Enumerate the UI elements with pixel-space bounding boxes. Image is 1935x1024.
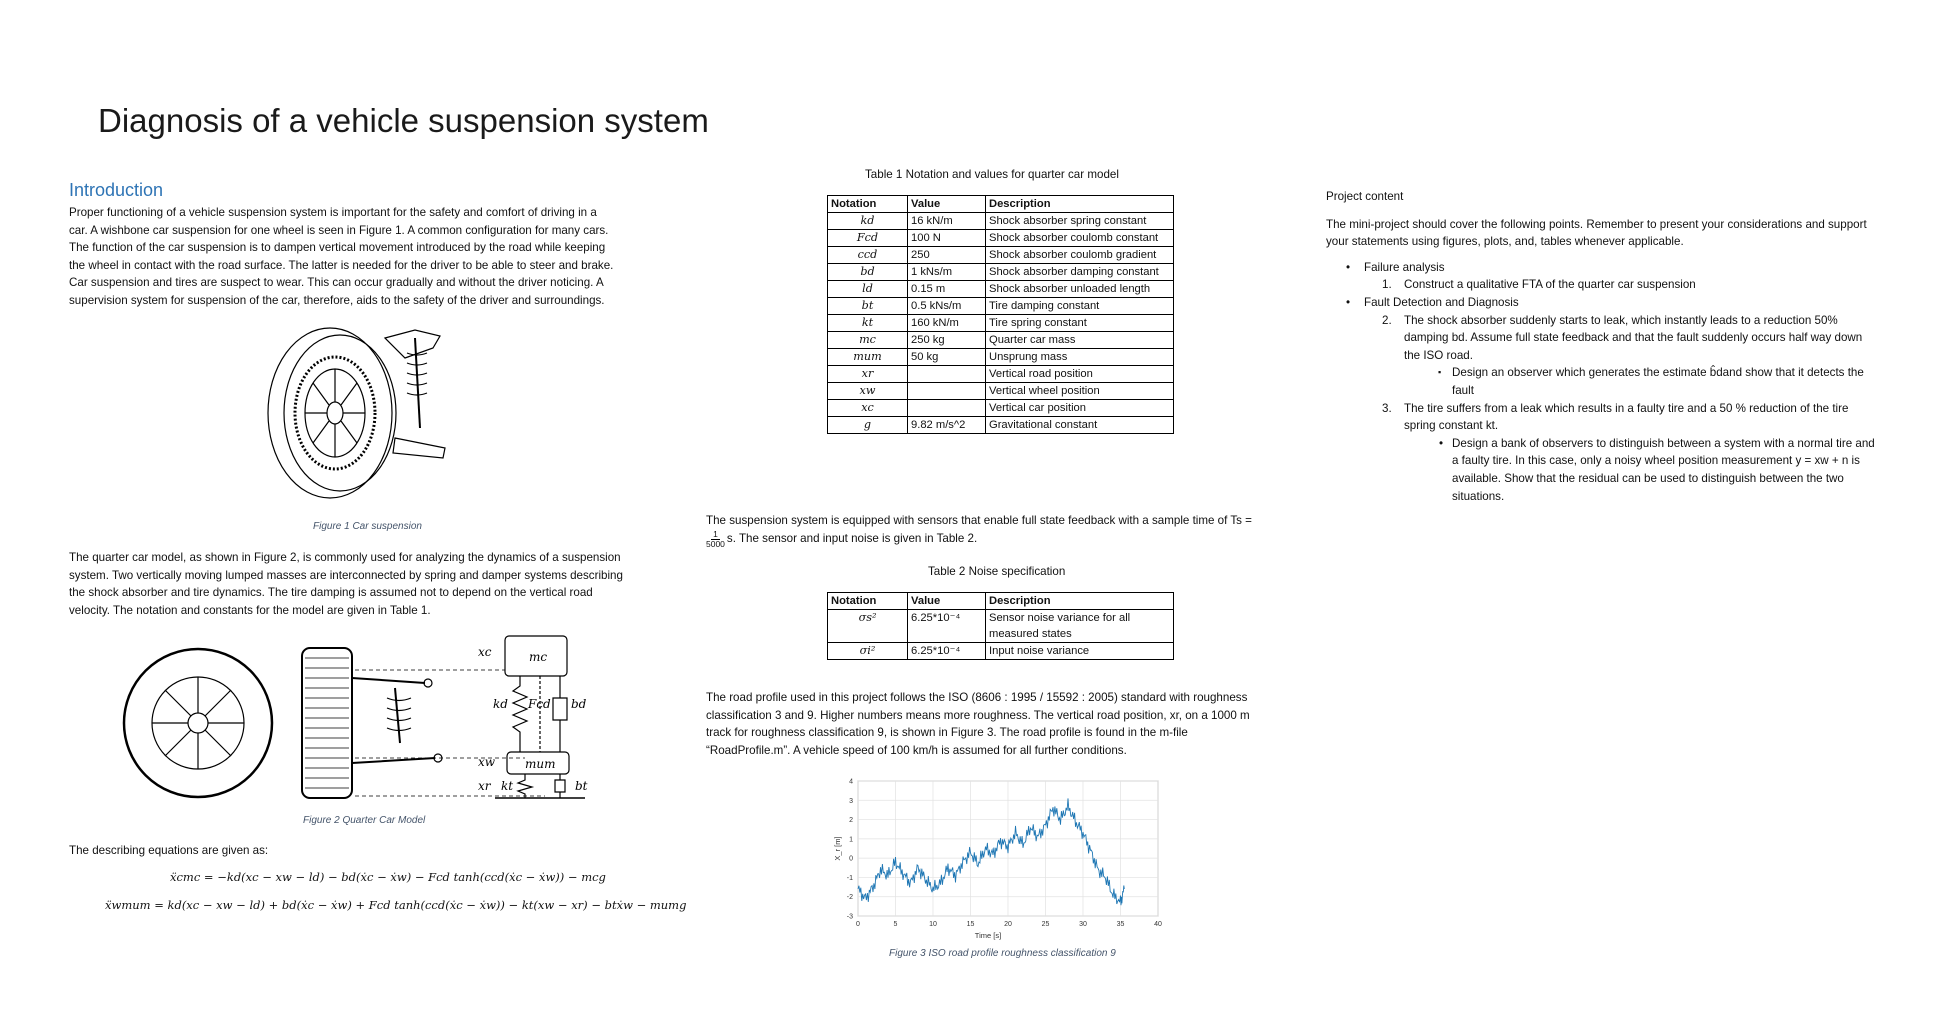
header-notation: Notation	[828, 593, 908, 610]
equation-2: ẍwmum = kd(xc − xw − ld) + bd(ẋc − ẋw) + Fcd tanh(ccd(ẋc − ẋw)) − kt(xw − xr) − btẋw − mumg	[105, 898, 687, 912]
text-line: the shock absorber and tire dynamics. The tire damping is assumed not to depend on the vertical road	[69, 586, 593, 600]
header-notation: Notation	[828, 196, 908, 213]
table-row: mc 250 kg Quarter car mass	[828, 332, 1174, 349]
text-line: The quarter car model, as shown in Figure 2, is commonly used for analyzing the dynamics of a suspension	[69, 551, 621, 564]
fraction-numerator: 1	[713, 528, 718, 539]
wheel-side-view	[124, 649, 272, 797]
page-title: Diagnosis of a vehicle suspension system	[98, 102, 709, 139]
text-line: • Design a bank of observers to distinguish between a system with a normal tire and	[1452, 436, 1875, 450]
y-tick-label: -3	[846, 913, 853, 921]
text-line: track for roughness classification 9, is shown in Figure 3. The road profile is found in the m-file	[706, 726, 1188, 740]
text-line: situations.	[1452, 489, 1505, 503]
text-line: supervision system for suspension of the car, therefore, aids to the safety of the driver and surroundings.	[69, 293, 605, 307]
x-tick-label: 5	[893, 921, 898, 928]
label-mc: mc	[529, 650, 548, 664]
figure1-caption: Figure 1 Car suspension	[313, 521, 422, 532]
project-content-section	[1326, 188, 1926, 505]
y-tick-label: 0	[849, 855, 853, 863]
table-row: σi² 6.25*10⁻⁴ Input noise variance	[828, 643, 1174, 660]
intro-paragraph	[69, 204, 669, 310]
table-row: Fcd 100 N Shock absorber coulomb constant	[828, 230, 1174, 247]
label-fcd: Fcd	[528, 697, 551, 711]
text-line: a faulty tire. In this case, only a noisy wheel position measurement y = xw + n is	[1452, 454, 1860, 468]
table-header-row	[828, 196, 1174, 213]
table-row: kd 16 kN/m Shock absorber spring constant	[828, 213, 1174, 230]
header-description: Description	[986, 196, 1174, 213]
list-number: 2.	[1382, 313, 1392, 327]
y-tick-label: 3	[849, 797, 853, 805]
kd-spring	[513, 676, 527, 752]
figure3-caption: Figure 3 ISO road profile roughness classification 9	[889, 948, 1116, 959]
sample-time-fraction	[706, 530, 725, 549]
table-header-row	[828, 593, 1174, 610]
table-row: ccd 250 Shock absorber coulomb gradient	[828, 247, 1174, 264]
list-number: 3.	[1382, 401, 1392, 415]
section-heading-project: Project content	[1326, 190, 1404, 203]
x-tick-label: 25	[1041, 921, 1050, 928]
text-line: The mini-project should cover the following points. Remember to present your considerations and support	[1326, 217, 1867, 231]
text-line: available. Show that the residual can be used to distinguish between the two	[1452, 471, 1844, 485]
list-number: 1.	[1382, 278, 1392, 292]
text-line: The function of the car suspension is to dampen vertical movement introduced by the road while keeping	[69, 241, 606, 255]
text-line: system. Two vertically moving lumped masses are interconnected by spring and damper systems describing	[69, 568, 623, 582]
text-line: s. The sensor and input noise is given in Table 2.	[726, 532, 978, 546]
table2-caption: Table 2 Noise specification	[928, 565, 1066, 578]
table-row: bt 0.5 kNs/m Tire damping constant	[828, 298, 1174, 315]
x-axis-label: Time [s]	[974, 931, 1002, 940]
list-item	[1326, 400, 1926, 435]
header-value: Value	[908, 593, 986, 610]
table1-caption: Table 1 Notation and values for quarter car model	[865, 168, 1119, 181]
x-tick-label: 40	[1154, 921, 1162, 928]
car-suspension-figure	[255, 318, 455, 508]
kt-spring	[518, 774, 532, 798]
list-item	[1326, 312, 1926, 365]
table1-notation	[827, 195, 1174, 434]
y-tick-label: 4	[849, 778, 853, 786]
equation-1: ẍcmc = −kd(xc − xw − ld) − bd(ẋc − ẋw) − Fcd tanh(ccd(ẋc − ẋw)) − mcg	[170, 870, 606, 884]
lower-arm	[393, 438, 445, 458]
figure2-caption: Figure 2 Quarter Car Model	[303, 815, 426, 826]
text-line: ▪ Design an observer which generates the estimate b̂dand show that it detects the	[1452, 366, 1864, 380]
equations-intro: The describing equations are given as:	[69, 844, 269, 857]
text-line: velocity. The notation and constants for the model are given in Table 1.	[69, 603, 431, 617]
label-mum: mum	[525, 757, 556, 771]
text-line-fraction	[706, 530, 1306, 549]
y-tick-label: -2	[846, 894, 853, 902]
header-value: Value	[908, 196, 986, 213]
text-line: the wheel in contact with the road surface. The latter is needed for the driver to be able to steer and brake.	[69, 258, 614, 272]
table-row: σs² 6.25*10⁻⁴ Sensor noise variance for all measured states	[828, 610, 1174, 643]
y-axis-label: X_r [m]	[833, 836, 842, 861]
label-bd: bd	[571, 697, 587, 711]
text-line: “RoadProfile.m”. A vehicle speed of 100 km/h is assumed for all further conditions.	[706, 743, 1127, 757]
text-line: Car suspension and tires are suspect to wear. This can occur gradually and without the driver noticing. A	[69, 276, 604, 290]
table-row: bd 1 kNs/m Shock absorber damping constant	[828, 264, 1174, 281]
y-tick-label: -1	[846, 874, 853, 882]
text-line: The suspension system is equipped with sensors that enable full state feedback with a sample time of Ts =	[706, 514, 1252, 527]
upper-arm	[385, 330, 440, 358]
y-tick-label: 2	[849, 817, 853, 825]
text-line: classification 3 and 9. Higher numbers means more roughness. The vertical road position, xr, on a 1000 m	[706, 708, 1250, 722]
text-line: spring constant kt.	[1404, 419, 1499, 433]
label-xc: xc	[478, 645, 492, 659]
x-tick-label: 35	[1116, 921, 1125, 928]
table-row: xc Vertical car position	[828, 400, 1174, 417]
sensor-paragraph	[706, 512, 1306, 549]
table-row: ld 0.15 m Shock absorber unloaded length	[828, 281, 1174, 298]
tire-front-view	[302, 648, 352, 798]
road-profile-paragraph	[706, 689, 1326, 759]
bd-damper	[553, 676, 567, 752]
y-tick-label: 1	[849, 836, 853, 844]
list-item	[1326, 276, 1926, 294]
text-line: damping bd. Assume full state feedback and that the fault suddenly occurs half way down	[1404, 331, 1863, 345]
x-tick-label: 30	[1079, 921, 1087, 928]
header-description: Description	[986, 593, 1174, 610]
text-line: The tire suffers from a leak which results in a faulty tire and a 50 % reduction of the tire	[1404, 401, 1849, 415]
list-item: • Failure analysis	[1326, 259, 1926, 277]
x-tick-label: 0	[856, 921, 860, 928]
table-row: xw Vertical wheel position	[828, 383, 1174, 400]
label-xr: xr	[478, 779, 491, 793]
list-item	[1326, 435, 1926, 505]
bt-damper	[555, 774, 565, 798]
list-item: • Fault Detection and Diagnosis	[1326, 294, 1926, 312]
label-xw: xw	[478, 755, 496, 769]
quarter-car-paragraph	[69, 549, 669, 619]
text-line: your statements using figures, plots, and, tables whenever applicable.	[1326, 235, 1684, 249]
table-row: kt 160 kN/m Tire spring constant	[828, 315, 1174, 332]
list-text: Construct a qualitative FTA of the quarter car suspension	[1404, 278, 1696, 292]
road-profile-chart	[828, 775, 1168, 940]
quarter-car-model-figure	[115, 628, 620, 803]
text-line: fault	[1452, 383, 1474, 397]
x-tick-label: 10	[929, 921, 937, 928]
table2-noise	[827, 592, 1174, 660]
text-line: Proper functioning of a vehicle suspension system is important for the safety and comfort of driving in a	[69, 206, 597, 219]
label-kd: kd	[493, 697, 508, 711]
text-line: The road profile used in this project follows the ISO (8606 : 1995 / 15592 : 2005) standard with roughness	[706, 691, 1248, 704]
text-line: the ISO road.	[1404, 348, 1473, 362]
table-row: xr Vertical road position	[828, 366, 1174, 383]
list-item	[1326, 364, 1926, 399]
label-bt: bt	[575, 779, 588, 793]
section-heading-introduction: Introduction	[69, 180, 164, 200]
text-line: The shock absorber suddenly starts to leak, which instantly leads to a reduction 50%	[1404, 313, 1838, 327]
text-line: car. A wishbone car suspension for one wheel is seen in Figure 1. A common configuration for many cars.	[69, 223, 609, 237]
tire-outline	[268, 328, 392, 498]
table-row: mum 50 kg Unsprung mass	[828, 349, 1174, 366]
fraction-denominator: 5000	[706, 538, 725, 549]
table-row: g 9.82 m/s^2 Gravitational constant	[828, 417, 1174, 434]
x-tick-label: 15	[966, 921, 975, 928]
x-tick-label: 20	[1004, 921, 1012, 928]
label-kt: kt	[501, 779, 514, 793]
